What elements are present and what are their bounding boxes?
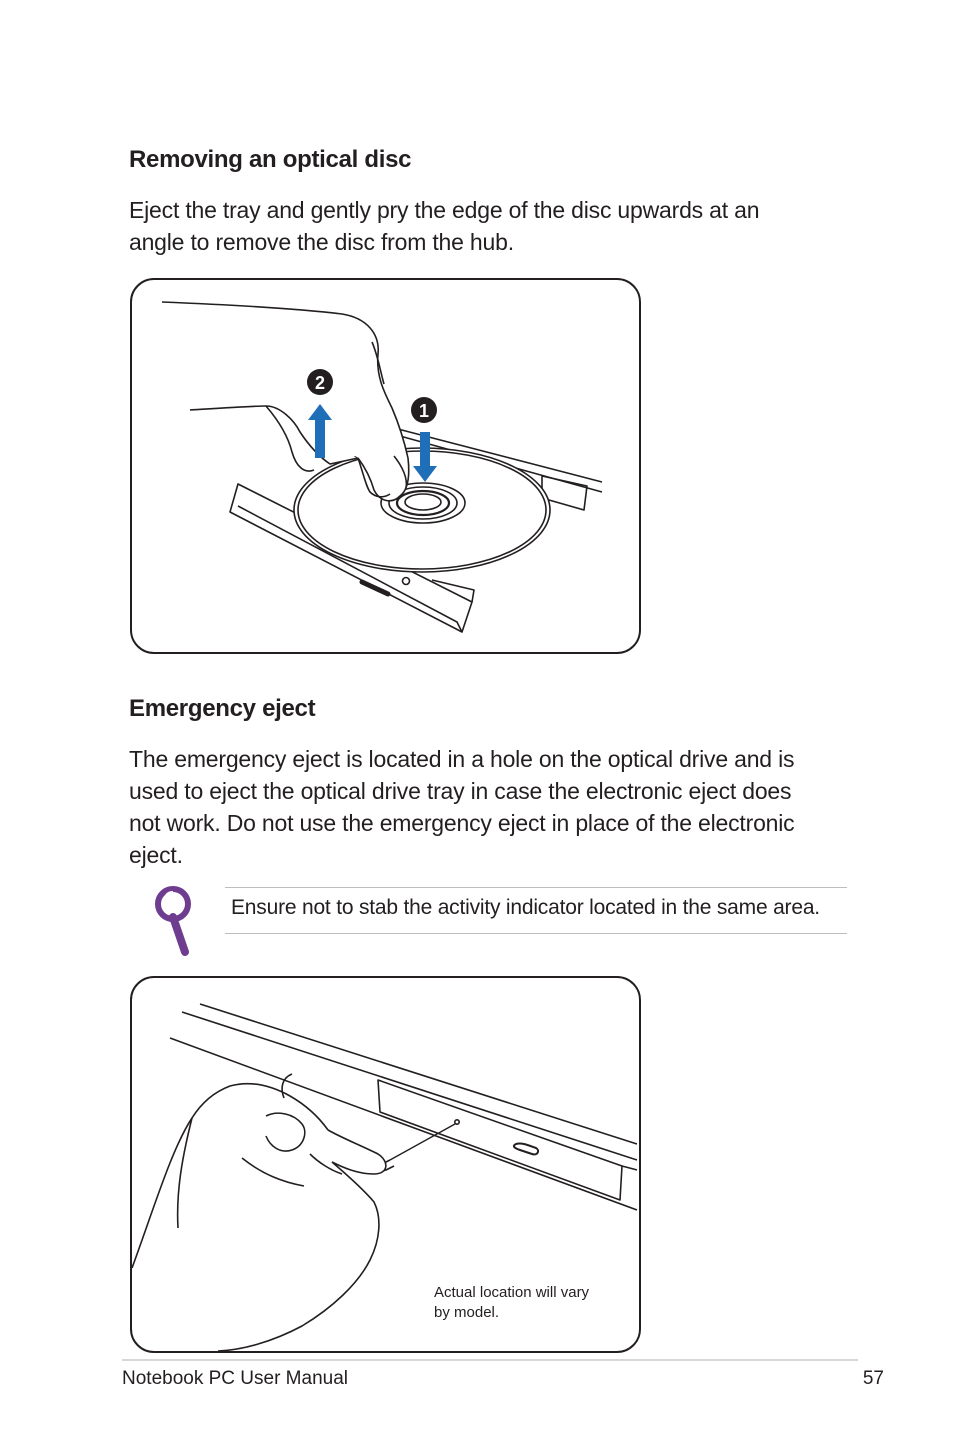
step-marker-2: 2 — [314, 373, 326, 393]
section-heading-removing-disc: Removing an optical disc — [129, 146, 412, 173]
step-marker-1: 1 — [418, 401, 430, 421]
section-body-emergency-eject — [129, 743, 849, 871]
body-line: The emergency eject is located in a hole on the optical drive and is — [129, 746, 795, 772]
caption-line: Actual location will vary — [434, 1284, 590, 1301]
body-line: not work. Do not use the emergency eject in place of the electronic — [129, 810, 795, 836]
note-top-rule — [225, 887, 847, 888]
body-line: used to eject the optical drive tray in case the electronic eject does — [129, 778, 792, 804]
footer-title: Notebook PC User Manual — [122, 1368, 348, 1389]
emergency-eject-illustration — [130, 976, 641, 1353]
disc-removal-illustration — [130, 278, 641, 654]
body-line: Eject the tray and gently pry the edge of the disc upwards at an — [129, 197, 760, 223]
magnifier-note-icon — [151, 884, 201, 956]
body-line: angle to remove the disc from the hub. — [129, 229, 514, 255]
note-bottom-rule — [225, 933, 847, 934]
figure-caption — [434, 1283, 589, 1323]
body-line: eject. — [129, 842, 183, 868]
section-body-removing-disc — [129, 194, 849, 258]
disc-removal-drawing — [132, 280, 639, 652]
footer-rule — [122, 1359, 858, 1361]
note-text: Ensure not to stab the activity indicator located in the same area. — [231, 896, 820, 919]
section-heading-emergency-eject: Emergency eject — [129, 695, 316, 722]
note-box — [145, 884, 847, 956]
caption-line: by model. — [434, 1304, 500, 1321]
page-number: 57 — [862, 1368, 884, 1389]
